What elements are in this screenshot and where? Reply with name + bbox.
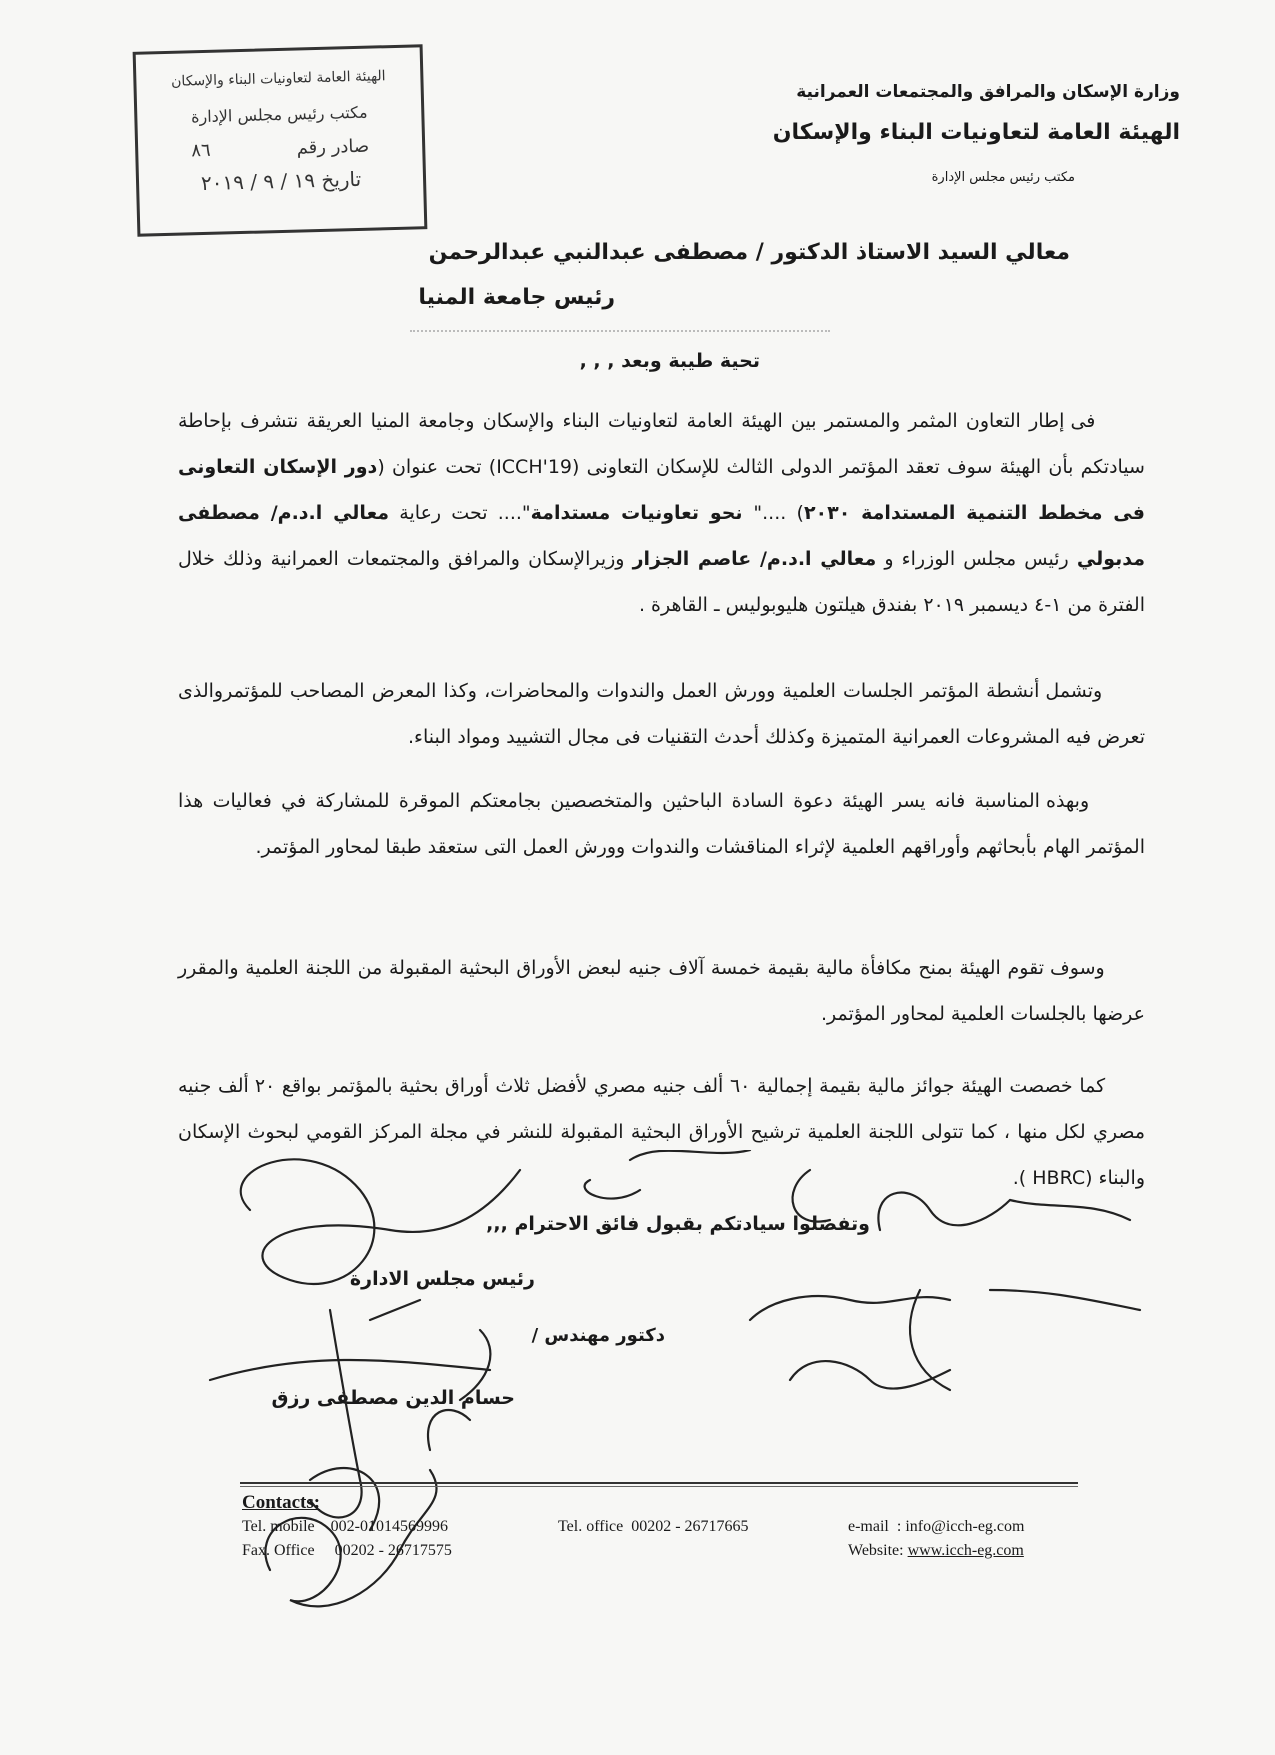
p1-text-a: فى إطار التعاون المثمر والمستمر بين الهيئة العامة لتعاونيات البناء والإسكان وجامعة المنيا العريقة نتشرف بإحاطة سيادتكم بأن الهيئة سوف تعقد المؤتمر الدولى الثالث للإسكان التعاونى (ICCH'19) تحت عنوان ( [178,410,1145,478]
stamp-number-row [148,135,412,163]
office-phone-label: Tel. office [558,1518,624,1535]
fax-value: 00202 - 26717575 [334,1542,452,1559]
signatory-title: رئيس مجلس الادارة [349,1268,535,1290]
p1-text-i: وزيرالإسكان والمرافق والمجتمعات العمرانية وذلك خلال الفترة من ١-٤ ديسمبر ٢٠١٩ بفندق هيلتون هليوبوليس ـ القاهرة . [178,548,1145,616]
website-label: Website: [848,1542,904,1559]
mobile-label: Tel. mobile [242,1518,315,1535]
footer-rule-thin [240,1486,1078,1487]
p3-text: وبهذه المناسبة فانه يسر الهيئة دعوة السادة الباحثين والمتخصصين بجامعتكم الموقرة للمشاركة في فعاليات هذا المؤتمر الهام بأبحاثهم وأوراقهم العلمية لإثراء المناقشات والندوات وورش العمل التى ستعقد طبقا لمحاور المؤتمر. [178,790,1145,858]
email-label: e-mail [848,1518,889,1535]
p2-text: وتشمل أنشطة المؤتمر الجلسات العلمية وورش العمل والندوات والمحاضرات، وكذا المعرض المصاحب للمؤتمروالذى تعرض فيه المشروعات العمرانية المتميزة وكذلك أحدث التقنيات فى مجال التشييد ومواد البناء. [178,680,1145,748]
website-line [848,1542,1024,1560]
p4-text: وسوف تقوم الهيئة بمنح مكافأة مالية بقيمة خمسة آلاف جنيه لبعض الأوراق البحثية المقبولة من اللجنة العلمية والمقرر عرضها بالجلسات العلمية لمحاور المؤتمر. [178,957,1145,1025]
signatory-name: حسام الدين مصطفى رزق [271,1387,515,1409]
outgoing-stamp [133,44,428,237]
contacts-label: Contacts: [242,1492,321,1513]
p1-patron-2: معالي ا.د.م/ عاصم الجزار [632,548,877,570]
p1-text-g: رئيس مجلس الوزراء و [876,548,1077,570]
p1-patron-1: معالي ا.د.م/ مصطفى مدبولي [178,502,1145,570]
addressee-name: معالي السيد الاستاذ الدكتور / مصطفى عبدالنبي عبدالرحمن [428,240,1070,265]
stamp-date: تاريخ ١٩ / ٩ / ٢٠١٩ [200,166,362,196]
paragraph-reward [178,945,1145,1037]
signatory-role: دكتور مهندس / [531,1325,665,1346]
email-value[interactable]: info@icch-eg.com [905,1518,1025,1535]
paragraph-prizes [178,1063,1145,1201]
stamp-number-label: صادر رقم [296,135,370,159]
greeting: تحية طيبة وبعد , , , [579,350,760,372]
fax-line [242,1542,452,1560]
p1-text-e: ".... تحت رعاية [389,502,531,524]
ministry-name: وزارة الإسكان والمرافق والمجتمعات العمرانية [796,82,1180,102]
office-phone-value: 00202 - 26717665 [631,1518,749,1535]
office-name: مكتب رئيس مجلس الإدارة [931,170,1075,185]
mobile-line [242,1518,448,1536]
footer-rule [240,1482,1078,1484]
office-phone-line [558,1518,749,1536]
stamp-office: مكتب رئيس مجلس الإدارة [190,102,368,127]
p1-text-c: ) ...." [753,502,804,524]
stamp-number-value: ٨٦ [191,139,211,162]
p1-slogan: نحو تعاونيات مستدامة [530,502,754,524]
paragraph-announcement [178,398,1145,628]
mobile-value: 002-01014569996 [330,1518,448,1535]
website-link[interactable]: www.icch-eg.com [907,1542,1024,1559]
email-line: e-mail : info@icch-eg.com [848,1518,1025,1535]
paragraph-invitation [178,778,1145,870]
authority-name: الهيئة العامة لتعاونيات البناء والإسكان [772,120,1180,145]
stamp-authority: الهيئة العامة لتعاونيات البناء والإسكان [170,68,386,90]
addressee-title: رئيس جامعة المنيا [418,285,615,310]
paragraph-activities [178,668,1145,760]
fax-label: Fax. Office [242,1542,315,1559]
p1-conference-theme: دور الإسكان التعاونى فى مخطط التنمية المستدامة ٢٠٣٠ [178,456,1145,524]
dotted-divider [410,330,830,332]
p5-text: كما خصصت الهيئة جوائز مالية بقيمة إجمالية ٦٠ ألف جنيه مصري لأفضل ثلاث أوراق بحثية بالمؤتمر بواقع ٢٠ ألف جنيه مصري لكل منها ، كما تتولى اللجنة العلمية ترشيح الأوراق البحثية المقبولة للنشر في مجلة المركز القومي لبحوث الإسكان والبناء (HBRC ). [178,1075,1145,1189]
closing-line: وتفضلوا سيادتكم بقبول فائق الاحترام ,,, [486,1213,870,1235]
